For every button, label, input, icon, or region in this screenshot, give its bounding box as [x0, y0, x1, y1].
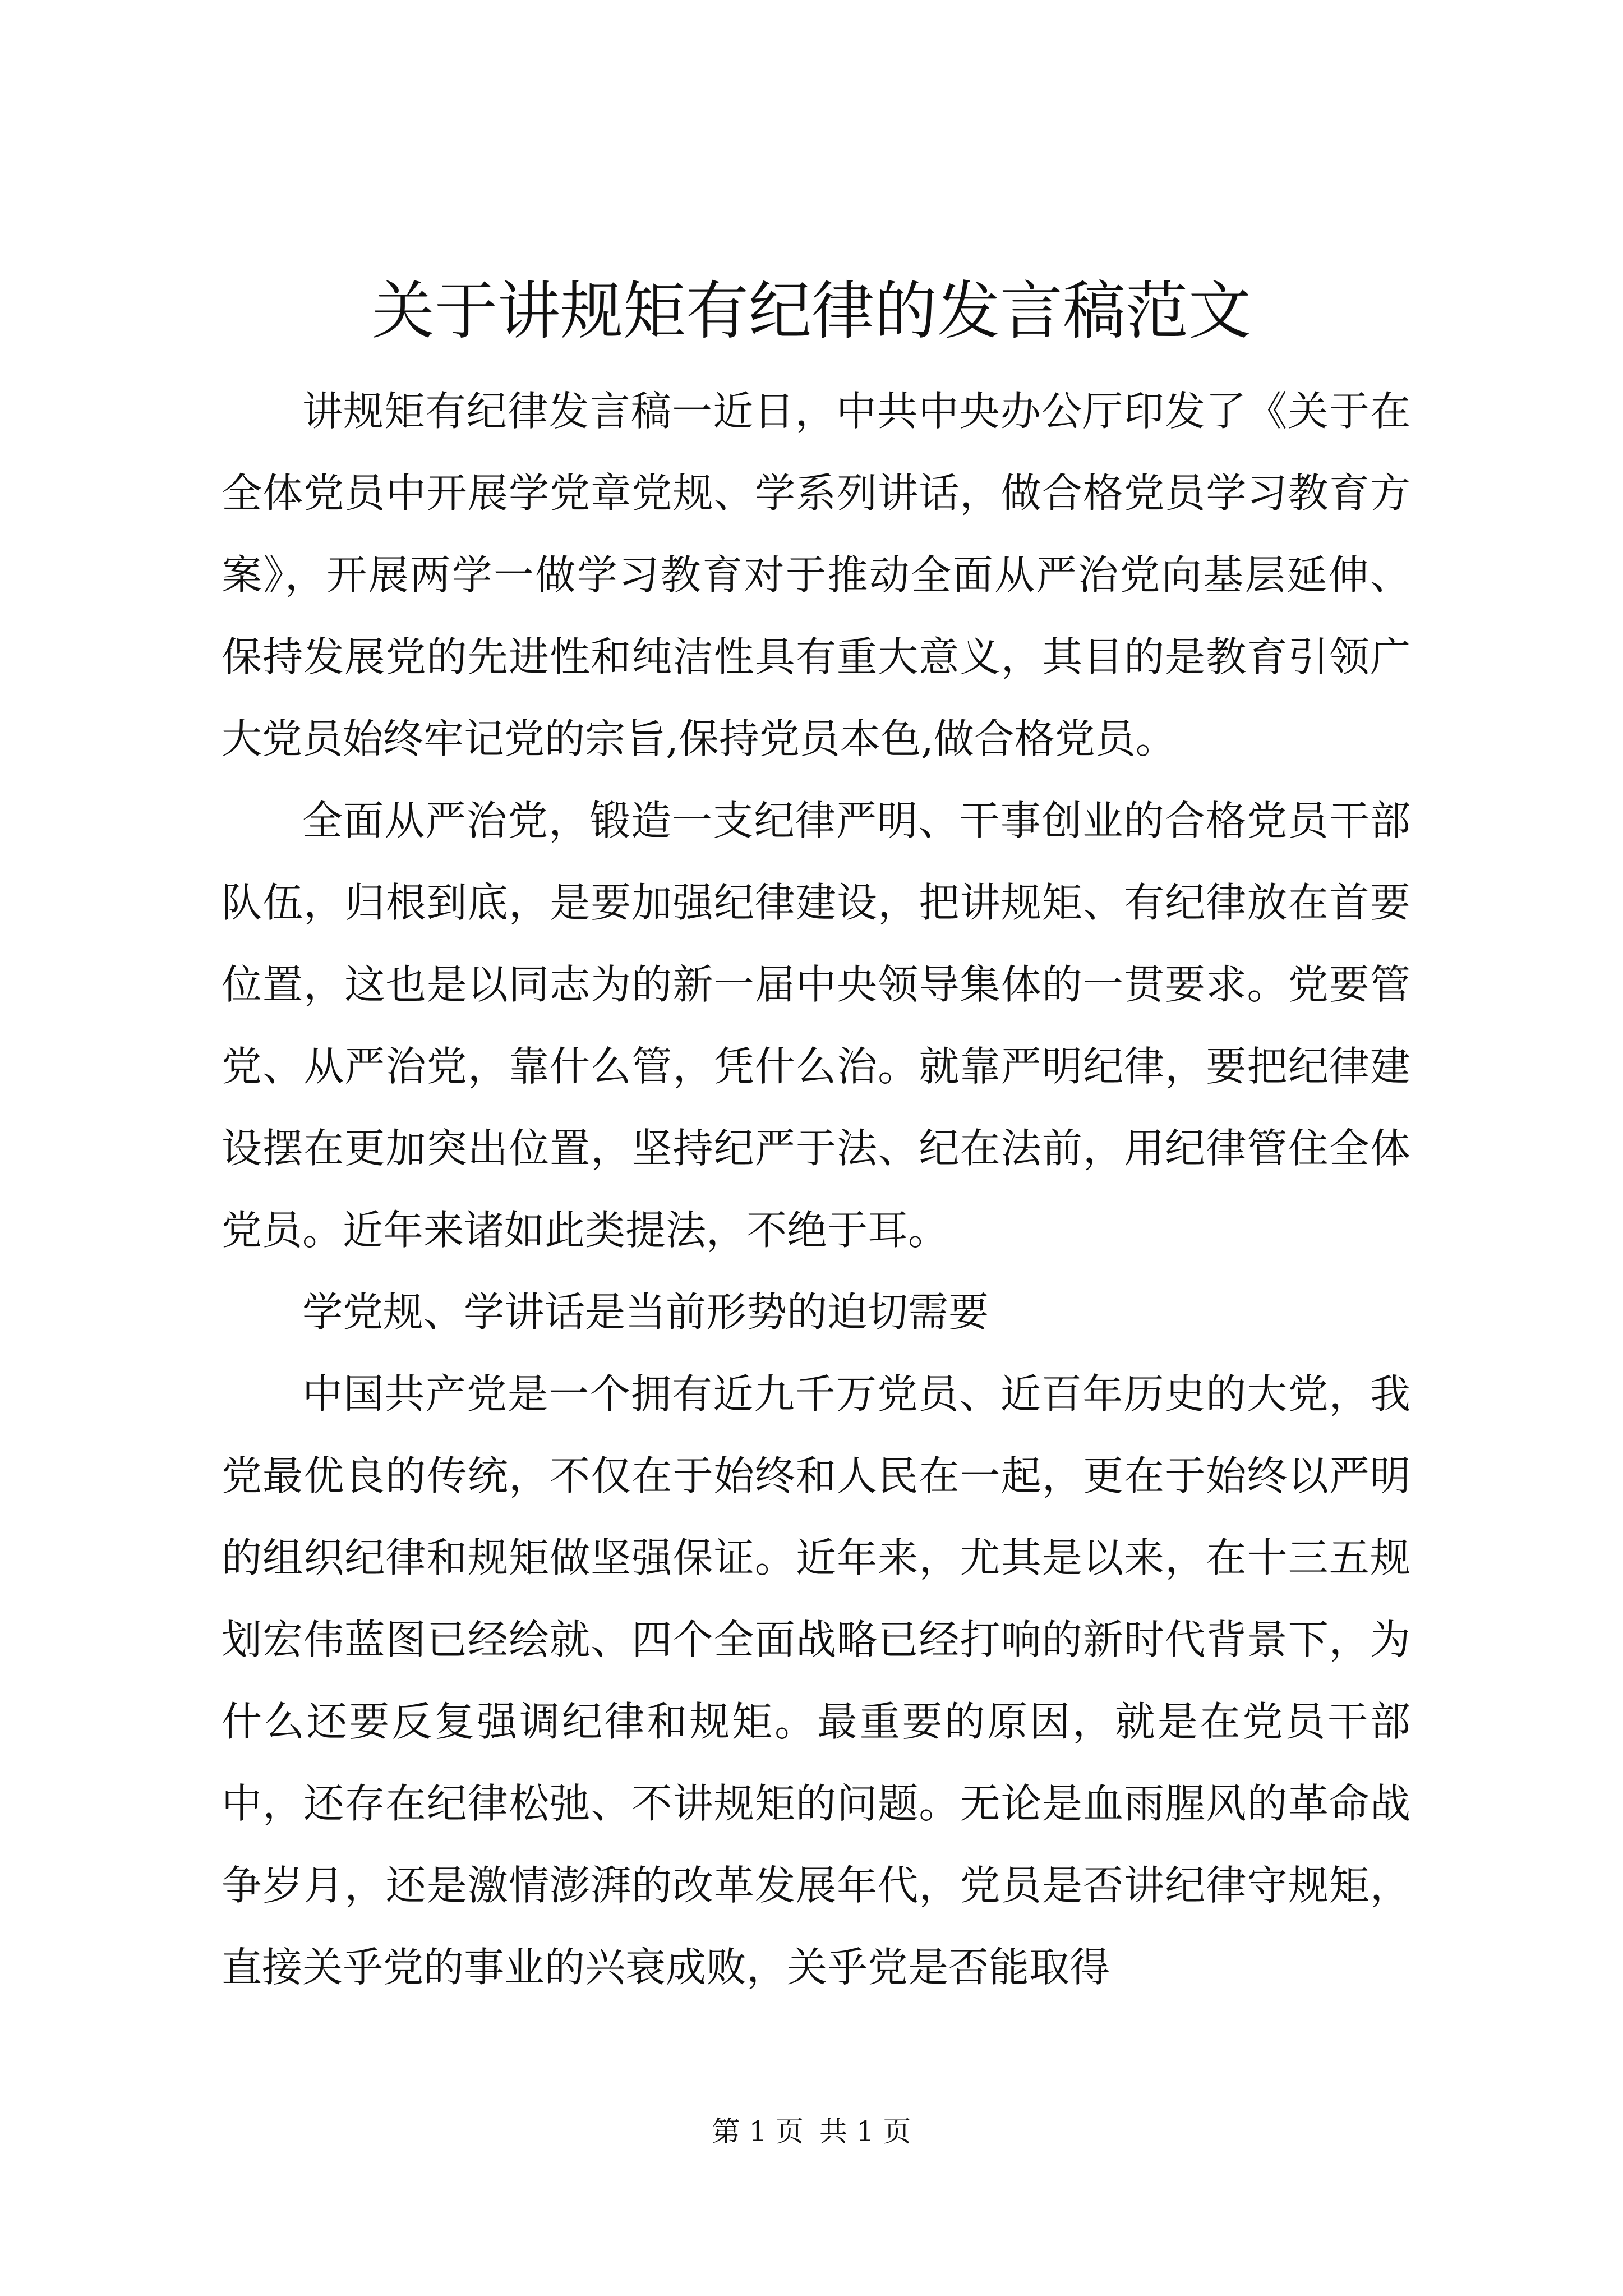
paragraph-3: 中国共产党是一个拥有近九千万党员、近百年历史的大党，我党最优良的传统，不仅在于始终和人民在一起，更在于始终以严明的组织纪律和规矩做坚强保证。近年来，尤其是以来，在十三五规划宏伟蓝图已经绘就、四个全面战略已经打响的新时代背景下，为什么还要反复强调纪律和规矩。最重要的原因，就是在党员干部中，还存在纪律松弛、不讲规矩的问题。无论是血雨腥风的革命战争岁月，还是激情澎湃的改革发展年代，党员是否讲纪律守规矩，直接关乎党的事业的兴衰成败，关乎党是否能取得 [222, 1370, 1410, 1991]
paragraph-2: 全面从严治党，锻造一支纪律严明、干事创业的合格党员干部队伍，归根到底，是要加强纪律建设，把讲规矩、有纪律放在首要位置，这也是以同志为的新一届中央领导集体的一贯要求。党要管党、从严治党，靠什么管，凭什么治。就靠严明纪律，要把纪律建设摆在更加突出位置，坚持纪严于法、纪在法前，用纪律管住全体党员。近年来诸如此类提法，不绝于耳。 [222, 797, 1410, 1254]
page-footer [0, 2112, 1623, 2151]
document-body [222, 370, 1410, 2008]
page-total: 共 1 页 [819, 2115, 911, 2148]
page-number: 第 1 页 [712, 2115, 804, 2148]
section-heading: 学党规、学讲话是当前形势的迫切需要 [302, 1289, 989, 1336]
document-title: 关于讲规矩有纪律的发言稿范文 [372, 275, 1251, 348]
paragraph-1: 讲规矩有纪律发言稿一近日，中共中央办公厅印发了《关于在全体党员中开展学党章党规、学系列讲话，做合格党员学习教育方案》，开展两学一做学习教育对于推动全面从严治党向基层延伸、保持发展党的先进性和纯洁性具有重大意义，其目的是教育引领广大党员始终牢记党的宗旨,保持党员本色,做合格党员。 [222, 388, 1410, 762]
